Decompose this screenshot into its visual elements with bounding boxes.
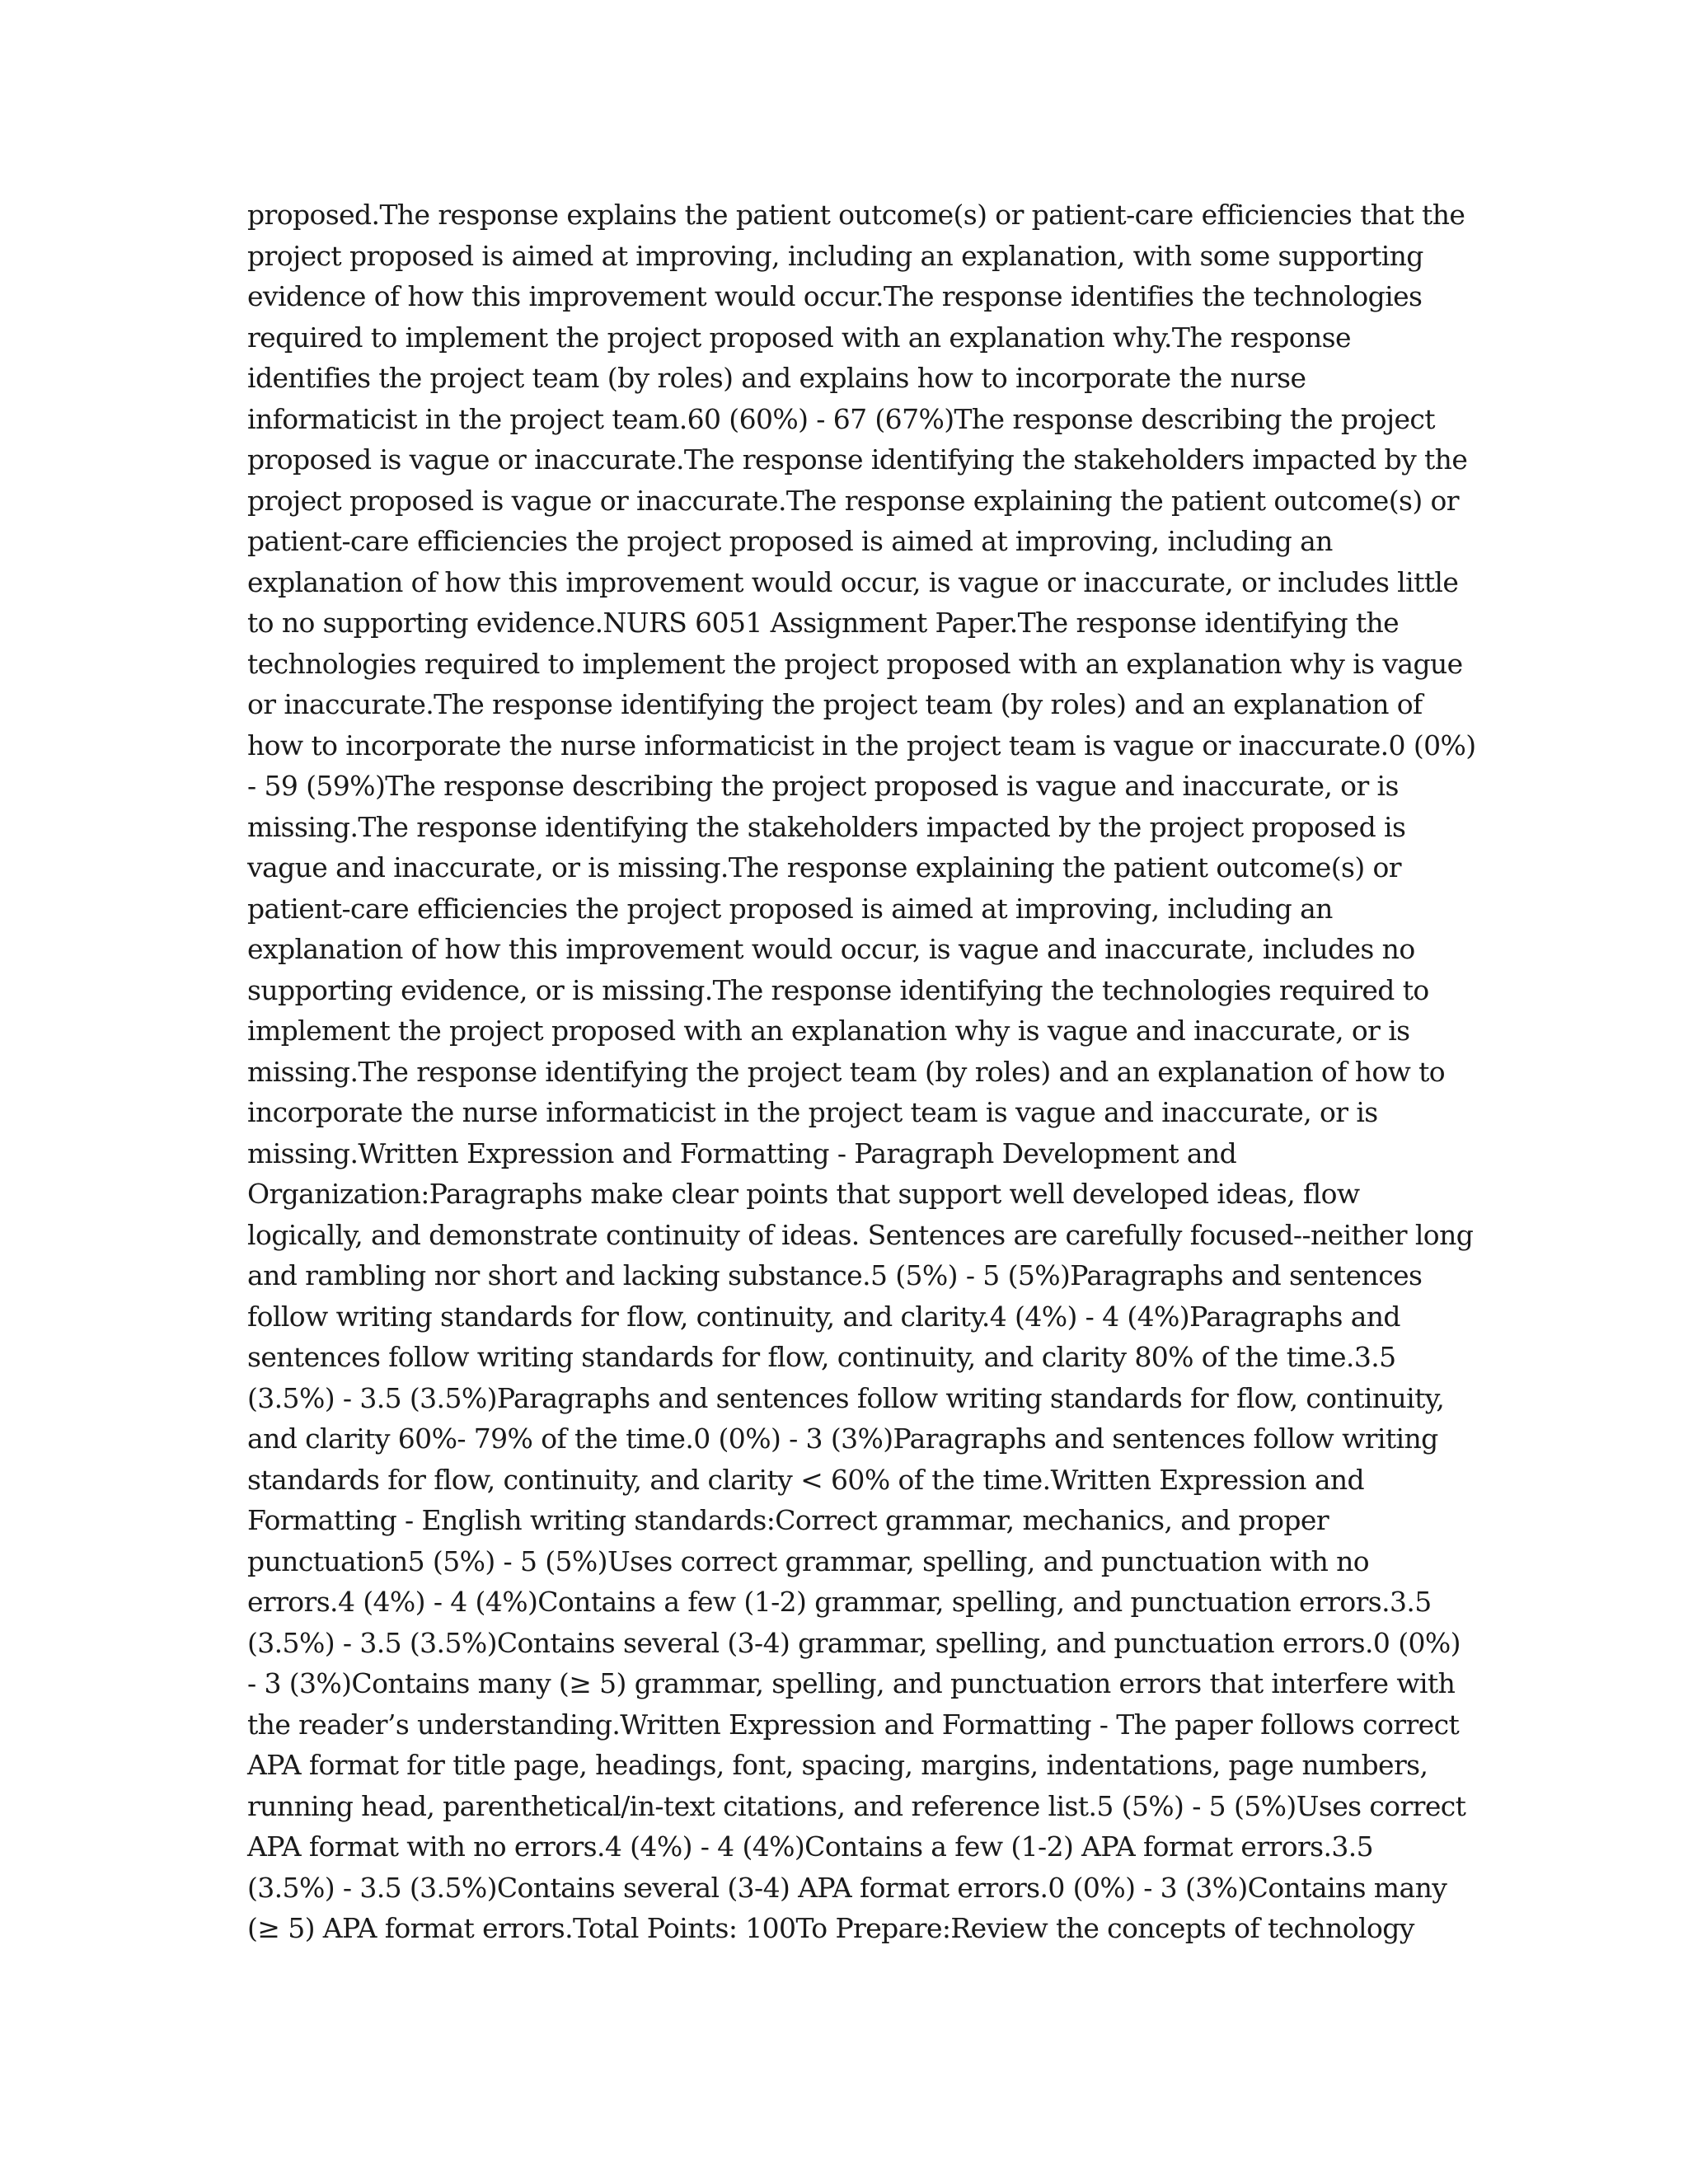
text-line: sentences follow writing standards for flow, continuity, and clarity 80% of the time.3.5 (247, 1341, 1396, 1373)
text-line: (3.5%) - 3.5 (3.5%)Contains several (3-4) grammar, spelling, and punctuation errors.0 (0%) (247, 1626, 1461, 1659)
text-line: and rambling nor short and lacking substance.5 (5%) - 5 (5%)Paragraphs and sentences (247, 1259, 1423, 1291)
text-line: logically, and demonstrate continuity of ideas. Sentences are carefully focused--neither long (247, 1218, 1474, 1251)
text-line: (3.5%) - 3.5 (3.5%)Paragraphs and sentences follow writing standards for flow, continuity, (247, 1381, 1445, 1414)
text-line: missing.The response identifying the stakeholders impacted by the project proposed is (247, 810, 1406, 843)
text-line: and clarity 60%- 79% of the time.0 (0%) - 3 (3%)Paragraphs and sentences follow writing (247, 1422, 1438, 1455)
text-line: missing.Written Expression and Formatting - Paragraph Development and (247, 1137, 1237, 1169)
text-line: APA format for title page, headings, font, spacing, margins, indentations, page numbers, (247, 1749, 1428, 1781)
text-line: patient-care efficiencies the project proposed is aimed at improving, including an (247, 892, 1333, 925)
text-line: proposed is vague or inaccurate.The response identifying the stakeholders impacted by the (247, 443, 1468, 476)
body-text (247, 194, 1476, 1949)
text-line: or inaccurate.The response identifying the project team (by roles) and an explanation of (247, 688, 1423, 720)
text-line: required to implement the project proposed with an explanation why.The response (247, 321, 1351, 354)
text-line: missing.The response identifying the project team (by roles) and an explanation of how to (247, 1055, 1446, 1088)
text-line: - 3 (3%)Contains many (≥ 5) grammar, spelling, and punctuation errors that interfere with (247, 1667, 1456, 1699)
text-line: project proposed is vague or inaccurate.The response explaining the patient outcome(s) or (247, 484, 1459, 517)
text-line: evidence of how this improvement would occur.The response identifies the technologies (247, 280, 1423, 312)
text-line: (≥ 5) APA format errors.Total Points: 100To Prepare:Review the concepts of technology (247, 1912, 1414, 1944)
text-line: identifies the project team (by roles) and explains how to incorporate the nurse (247, 362, 1306, 394)
text-line: Formatting - English writing standards:Correct grammar, mechanics, and proper (247, 1504, 1329, 1536)
text-line: standards for flow, continuity, and clarity < 60% of the time.Written Expression and (247, 1463, 1365, 1496)
text-line: running head, parenthetical/in-text citations, and reference list.5 (5%) - 5 (5%)Uses correct (247, 1789, 1466, 1822)
text-line: patient-care efficiencies the project proposed is aimed at improving, including an (247, 525, 1333, 557)
text-line: Organization:Paragraphs make clear points that support well developed ideas, flow (247, 1178, 1360, 1210)
text-line: follow writing standards for flow, continuity, and clarity.4 (4%) - 4 (4%)Paragraphs and (247, 1300, 1400, 1333)
text-line: technologies required to implement the project proposed with an explanation why is vague (247, 647, 1463, 680)
text-line: implement the project proposed with an explanation why is vague and inaccurate, or is (247, 1015, 1410, 1047)
text-line: APA format with no errors.4 (4%) - 4 (4%)Contains a few (1-2) APA format errors.3.5 (247, 1830, 1374, 1863)
text-line: - 59 (59%)The response describing the project proposed is vague and inaccurate, or is (247, 770, 1399, 802)
text-line: supporting evidence, or is missing.The response identifying the technologies required to (247, 973, 1429, 1006)
text-line: incorporate the nurse informaticist in the project team is vague and inaccurate, or is (247, 1096, 1378, 1128)
text-line: project proposed is aimed at improving, including an explanation, with some supporting (247, 239, 1423, 272)
text-line: explanation of how this improvement would occur, is vague and inaccurate, includes no (247, 933, 1415, 965)
text-line: informaticist in the project team.60 (60%) - 67 (67%)The response describing the project (247, 402, 1435, 435)
text-line: vague and inaccurate, or is missing.The response explaining the patient outcome(s) or (247, 851, 1401, 883)
text-line: errors.4 (4%) - 4 (4%)Contains a few (1-2) grammar, spelling, and punctuation errors.3.5 (247, 1586, 1432, 1618)
text-line: proposed.The response explains the patient outcome(s) or patient-care efficiencies that the (247, 199, 1465, 231)
text-line: how to incorporate the nurse informaticist in the project team is vague or inaccurate.0 (0%) (247, 729, 1476, 762)
text-line: punctuation5 (5%) - 5 (5%)Uses correct grammar, spelling, and punctuation with no (247, 1544, 1370, 1577)
text-line: to no supporting evidence.NURS 6051 Assignment Paper.The response identifying the (247, 607, 1400, 639)
text-line: (3.5%) - 3.5 (3.5%)Contains several (3-4) APA format errors.0 (0%) - 3 (3%)Contains many (247, 1871, 1447, 1904)
text-line: the reader’s understanding.Written Expression and Formatting - The paper follows correct (247, 1708, 1460, 1741)
text-line: explanation of how this improvement would occur, is vague or inaccurate, or includes little (247, 565, 1459, 598)
